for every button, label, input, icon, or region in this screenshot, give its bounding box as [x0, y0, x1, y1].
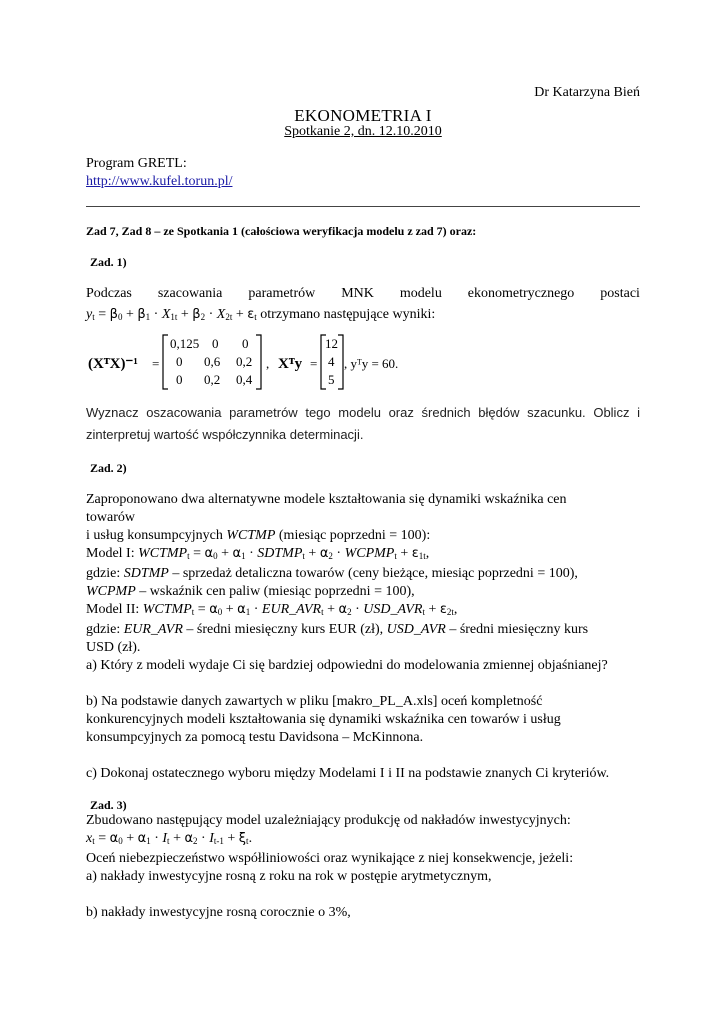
zad2-qb1: b) Na podstawie danych zawartych w pliku [makro_PL_A.xls] oceń kompletność: [86, 694, 543, 709]
zad3-body: [86, 812, 640, 922]
svg-text:=: =: [152, 356, 160, 371]
matrix-cell: 0,2: [204, 372, 221, 387]
word: Oblicz: [593, 405, 630, 420]
word: parametrów: [248, 286, 316, 301]
matrix-cell: 0: [242, 336, 249, 351]
matrix-cell: 0: [176, 354, 183, 369]
vector-cell: 12: [325, 336, 338, 351]
matrix-cell: 0,2: [236, 354, 253, 369]
yty-text: , yᵀy = 60.: [344, 356, 399, 371]
word: modelu: [338, 405, 381, 420]
zad2-g4: USD (zł).: [86, 640, 141, 655]
zad2-p1: Zaproponowano dwa alternatywne modele kształtowania się dynamiki wskaźnika cen: [86, 492, 567, 507]
word: oszacowania: [146, 405, 222, 420]
word: Wyznacz: [86, 405, 139, 420]
model-1: Model I: $WCTMP_t = \alpha_0 + \alpha_1$ · $SDTMP_t + \alpha_2$ · $WCPMP_t + \varepsilon_{1t}$,: [86, 546, 430, 561]
word: średnich: [421, 405, 471, 420]
page-subtitle: Spotkanie 2, dn. 12.10.2010: [284, 124, 442, 139]
word: MNK: [341, 286, 374, 301]
program-label: Program GRETL:: [86, 156, 187, 171]
task-line2: zinterpretuj wartość współczynnika determinacji.: [86, 427, 364, 442]
zad2-qc: c) Dokonaj ostatecznego wyboru między Modelami I i II na podstawie znanych Ci kryteriów.: [86, 766, 610, 781]
vector-cell: 5: [328, 372, 335, 387]
word: szacowania: [157, 286, 223, 301]
zad1-heading: Zad. 1): [90, 255, 127, 269]
word: tego: [305, 405, 331, 420]
zad2-heading: Zad. 2): [90, 461, 127, 475]
xtx-label: (XᵀX)⁻¹: [88, 356, 138, 372]
xty-label: Xᵀy: [278, 356, 303, 372]
vector-cell: 4: [328, 354, 335, 369]
matrix-cell: 0,125: [170, 336, 200, 351]
zad2-p2: towarów: [86, 510, 135, 525]
formula-tail: otrzymano następujące wyniki:: [260, 307, 436, 322]
author: Dr Katarzyna Bień: [534, 85, 640, 100]
word: ekonometrycznego: [467, 286, 575, 301]
matrix-equation: [86, 332, 416, 392]
zad3-p2: Oceń niebezpieczeństwo współliniowości oraz wynikające z niej konsekwencje, jeżeli:: [86, 851, 574, 866]
zad1-task: [86, 402, 640, 446]
word: i: [637, 405, 640, 420]
word: szacunku.: [527, 405, 586, 420]
zad3-heading: Zad. 3): [90, 798, 127, 812]
word: błędów: [478, 405, 520, 420]
zad3-p1: Zbudowano następujący model uzależniający produkcję od nakładów inwestycyjnych:: [86, 813, 571, 828]
matrix-cell: 0: [176, 372, 183, 387]
svg-text:=: =: [310, 356, 318, 371]
matrix-cell: 0,6: [204, 354, 221, 369]
zad2-body: [86, 491, 640, 783]
zad2-g3: gdzie: EUR_AVR – średni miesięczny kurs EUR (zł), USD_AVR – średni miesięczny kurs: [86, 622, 589, 637]
zad1-formula: $y_t = \beta_0 + \beta_1 \cdot X_{1t} + \beta_2 \cdot X_{2t} + \varepsilon_t$ otrzymano następujące wyniki:: [86, 307, 436, 322]
intro-text: Zad 7, Zad 8 – ze Spotkania 1 (całościowa weryfikacja modelu z zad 7) oraz:: [86, 224, 477, 238]
program-link[interactable]: http://www.kufel.torun.pl/: [86, 174, 233, 189]
zad2-p3: i usług konsumpcyjnych WCTMP (miesiąc poprzedni = 100):: [86, 528, 431, 543]
svg-text:,: ,: [266, 356, 270, 371]
zad3-formula: $x_t = \alpha_0 + \alpha_1 \cdot I_t + \alpha_2 \cdot I_{t-1} + \xi_t$.: [86, 831, 253, 846]
zad3-qa: a) nakłady inwestycyjne rosną z roku na rok w postępie arytmetycznym,: [86, 869, 492, 884]
zad2-qb3: konsumpcyjnych za pomocą testu Davidsona – McKinnona.: [86, 730, 424, 745]
zad2-g1: gdzie: SDTMP – sprzedaż detaliczna towarów (ceny bieżące, miesiąc poprzedni = 100),: [86, 566, 578, 581]
word: parametrów: [229, 405, 298, 420]
zad2-qb2: konkurencyjnych modeli kształtowania się dynamiki wskaźnika cen towarów i usług: [86, 712, 561, 727]
word: oraz: [388, 405, 414, 420]
zad2-qa: a) Który z modeli wydaje Ci się bardziej odpowiedni do modelowania zmiennej objaśnianej?: [86, 658, 608, 673]
program-block: [86, 155, 232, 191]
matrix-cell: 0,4: [236, 372, 253, 387]
divider: [86, 206, 640, 207]
model-2: Model II: $WCTMP_t = \alpha_0 + \alpha_1$ · $EUR\_AVR_t + \alpha_2$ · $USD\_AVR_t + \varepsilon_{2t}$,: [86, 602, 458, 617]
word: Podczas: [86, 286, 132, 301]
word: modelu: [399, 286, 442, 301]
zad1-line1: [86, 285, 640, 303]
word: postaci: [600, 286, 640, 301]
zad3-qb: b) nakłady inwestycyjne rosną corocznie o 3%,: [86, 905, 351, 920]
matrix-cell: 0: [212, 336, 219, 351]
zad2-g2: WCPMP – wskaźnik cen paliw (miesiąc poprzedni = 100),: [86, 584, 415, 599]
page-title: EKONOMETRIA I: [294, 106, 432, 125]
